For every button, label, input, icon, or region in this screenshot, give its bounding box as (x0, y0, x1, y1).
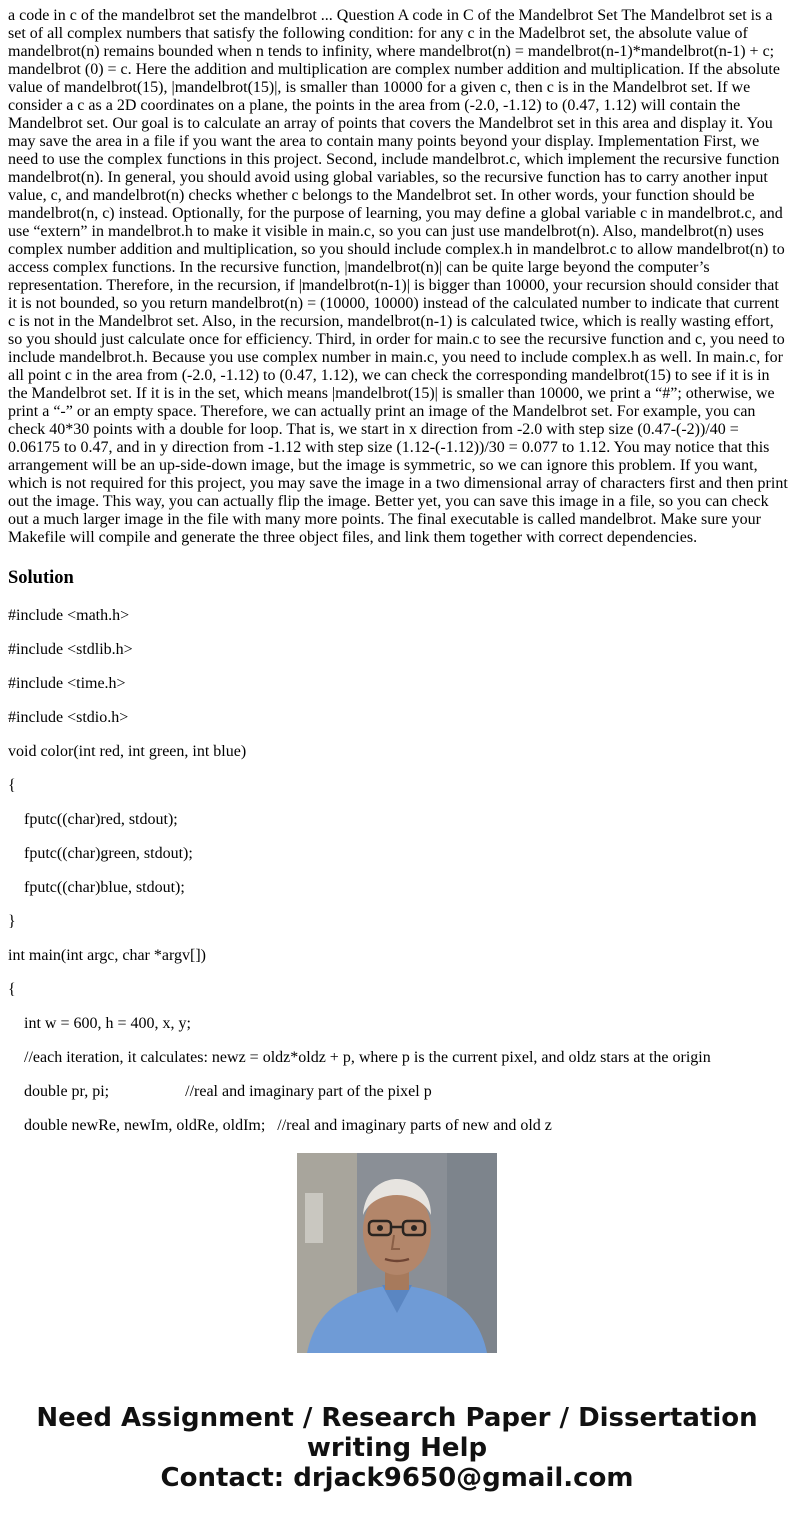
code-line: } (8, 913, 16, 930)
code-line: fputc((char)green, stdout); (8, 845, 193, 862)
solution-heading: Solution (8, 568, 74, 588)
solution-code (0, 597, 794, 1134)
code-line: { (8, 981, 16, 998)
author-portrait-icon (297, 1153, 497, 1353)
code-line: int w = 600, h = 400, x, y; (8, 1015, 191, 1032)
promo-line: Need Assignment / Research Paper / Dissertation (36, 1403, 758, 1433)
code-line: void color(int red, int green, int blue) (8, 743, 247, 760)
code-line: double newRe, newIm, oldRe, oldIm; //real and imaginary parts of new and old z (8, 1117, 552, 1134)
question-text: a code in c of the mandelbrot set the mandelbrot ... Question A code in C of the Mandelbrot Set The Mandelbrot set is a set of all complex numbers that satisfy the following condition: for any c in the Madelbrot set, the absolute value of mandelbrot(n) remains bounded when n tends to infinity, where mandelbrot(n) = mandelbrot(n-1)*mandelbrot(n-1) + c; mandelbrot (0) = c. Here the addition and multiplication are complex number addition and multiplication. If the absolute value of mandelbrot(15), |mandelbrot(15)|, is smaller than 10000 for a given c, then c is in the Mandelbrot set. If we consider a c as a 2D coordinates on a plane, the points in the area from (-2.0, -1.12) to (0.47, 1.12) will contain the Mandelbrot set. Our goal is to calculate an array of points that covers the Mandelbrot set in this area and display it. You may save the area in a file if you want the area to contain many points beyond your display. Implementation First, we need to use the complex functions in this project. Second, include mandelbrot.c, which implement the recursive function mandelbrot(n). In general, you should avoid using global variables, so the recursive function has to carry another input value, c, and mandelbrot(n) checks whether c belongs to the Mandelbrot set. In other words, your function should be mandelbrot(n, c) instead. Optionally, for the purpose of learning, you may define a global variable c in mandelbrot.c, and use “extern” in mandelbrot.h to make it visible in main.c, so you can just use mandelbrot(n). Also, mandelbrot(n) uses complex number addition and multiplication, so you should include complex.h in mandelbrot.c to allow mandelbrot(n) to access complex functions. In the recursive function, |mandelbrot(n)| can be quite large beyond the computer’s representation. Therefore, in the recursion, if |mandelbrot(n-1)| is bigger than 10000, your recursion should consider that it is not bounded, so you return mandelbrot(n) = (10000, 10000) instead of the calculated number to indicate that current c is not in the Mandelbrot set. Also, in the recursion, mandelbrot(n-1) is calculated twice, which is really wasting effort, so you should just calculate once for efficiency. Third, in order for main.c to see the recursive function and c, you need to include mandelbrot.h. Because you use complex number in main.c, you need to include complex.h as well. In main.c, for all point c in the area from (-2.0, -1.12) to (0.47, 1.12), we can check the corresponding mandelbrot(15) to see if it is in the Mandelbrot set. If it is in the set, which means |mandelbrot(15)| is smaller than 10000, we print a “#”; otherwise, we print a “-” or an empty space. Therefore, we can actually print an image of the Mandelbrot set. For example, you can check 40*30 points with a double for loop. That is, we start in x direction from -2.0 with step size (0.47-(-2))/40 = 0.06175 to 0.47, and in y direction from -1.12 with step size (1.12-(-1.12))/30 = 0.077 to 1.12. You may notice that this arrangement will be an up-side-down image, but the image is symmetric, so we can ignore this problem. If you want, which is not required for this project, you may save the image in a two dimensional array of characters first and then print out the image. This way, you can actually flip the image. Better yet, you can save this image in a file, so you can check out a much larger image in the file with many more points. The final executable is called mandelbrot. Make sure your Makefile will compile and generate the three object files, and link them together with correct dependencies. (8, 7, 788, 546)
code-line: #include <stdlib.h> (8, 641, 133, 658)
code-line: int main(int argc, char *argv[]) (8, 947, 206, 964)
promo-contact: Contact: drjack9650@gmail.com (160, 1463, 634, 1493)
promo-line: writing Help (306, 1433, 488, 1463)
promo-banner (0, 1403, 794, 1493)
code-line: fputc((char)red, stdout); (8, 811, 178, 828)
code-line: #include <stdio.h> (8, 709, 129, 726)
code-line: fputc((char)blue, stdout); (8, 879, 185, 896)
code-line: #include <time.h> (8, 675, 126, 692)
code-line: #include <math.h> (8, 607, 130, 624)
code-line: //each iteration, it calculates: newz = oldz*oldz + p, where p is the current pixel, and oldz stars at the origin (8, 1049, 711, 1066)
code-line: { (8, 777, 16, 794)
code-line: double pr, pi; //real and imaginary part of the pixel p (8, 1083, 432, 1100)
